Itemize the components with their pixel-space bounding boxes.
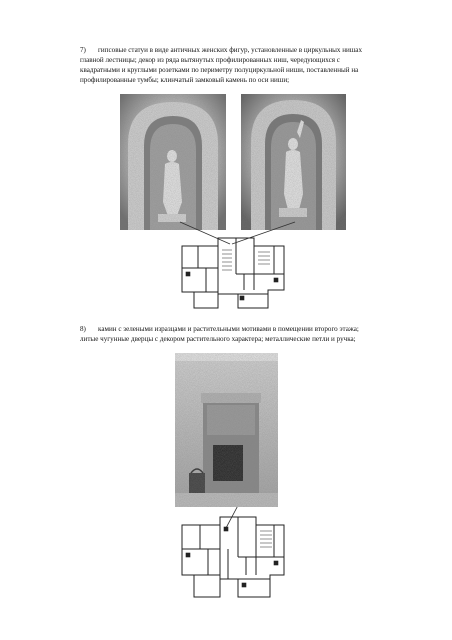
item-8-text bbox=[80, 324, 388, 344]
item-8-line-1: 8) камин с зелеными изразцами и растительными мотивами в помещении второго этажа; bbox=[80, 325, 359, 333]
item-7-line-1: 7) гипсовые статуи в виде античных женских фигур, установленные в циркульных нишах bbox=[80, 46, 363, 54]
leader-line-left bbox=[180, 222, 230, 244]
leader-line-right bbox=[232, 222, 295, 244]
item-8-line-2: литые чугунные дверцы с декором растительного характера; металлические петли и ручка; bbox=[80, 335, 356, 343]
item-7-line-4: профилированные тумбы; клинчатый замковый камень по оси ниши; bbox=[80, 76, 290, 84]
fireplace-image bbox=[175, 353, 278, 507]
floor-plan-bottom bbox=[178, 513, 288, 603]
floor-plan-drawing-bottom bbox=[178, 513, 288, 603]
item-7-line-3: квадратными и круглыми розетками по периметру полуциркульной ниши, поставленный на bbox=[80, 66, 359, 74]
item-7-number: 7) bbox=[80, 46, 86, 54]
fireplace-photo bbox=[175, 353, 278, 507]
item-7-line-2: главной лестницы; декор из ряда вытянутых профилированных ниш, чередующихся с bbox=[80, 56, 340, 64]
item-8-number: 8) bbox=[80, 325, 86, 333]
